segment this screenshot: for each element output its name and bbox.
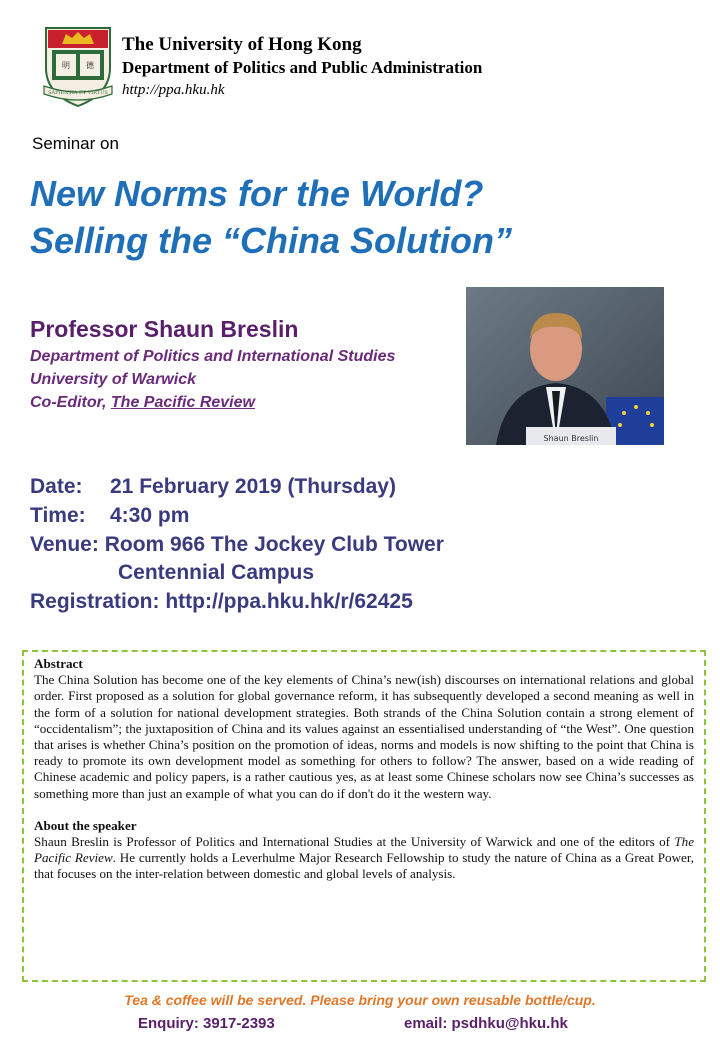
registration-label: Registration: <box>30 590 160 613</box>
venue-value-line1: Room 966 The Jockey Club Tower <box>104 533 444 556</box>
about-speaker-text <box>34 834 694 883</box>
event-registration <box>30 590 413 614</box>
about-text-part2: . He currently holds a Leverhulme Major Research Fellowship to study the nature of China as a Great Power, that focuses on the inter-relation between domestic and global levels of analysis. <box>34 850 694 882</box>
enquiry-email[interactable]: email: psdhku@hku.hk <box>404 1015 568 1032</box>
editor-prefix: Co-Editor, <box>30 394 111 411</box>
svg-text:SAPIENTIA ET VIRTUS: SAPIENTIA ET VIRTUS <box>48 90 108 96</box>
time-label: Time: <box>30 504 86 527</box>
about-journal-name: The Pacific Review <box>34 834 694 866</box>
abstract-content <box>34 656 694 883</box>
department-name: Department of Politics and Public Administration <box>122 58 483 77</box>
title-line-2: Selling the “China Solution” <box>30 220 512 261</box>
department-url[interactable]: http://ppa.hku.hk <box>122 82 225 98</box>
event-date <box>30 475 396 499</box>
university-name: The University of Hong Kong <box>122 34 362 55</box>
speaker-affiliation-editor <box>30 394 255 412</box>
date-value: 21 February 2019 (Thursday) <box>110 475 396 498</box>
speaker-name: Professor Shaun Breslin <box>30 316 299 342</box>
enquiry-phone: Enquiry: 3917-2393 <box>138 1015 275 1032</box>
speaker-affiliation-department: Department of Politics and International Studies <box>30 348 396 365</box>
refreshments-note: Tea & coffee will be served. Please bring your own reusable bottle/cup. <box>124 992 596 1008</box>
event-venue <box>30 533 444 557</box>
seminar-label: Seminar on <box>32 134 119 153</box>
svg-text:德: 德 <box>86 61 94 70</box>
time-value: 4:30 pm <box>110 504 190 527</box>
hku-crest-logo <box>42 24 114 108</box>
speaker-photo <box>466 287 664 445</box>
abstract-box <box>22 650 706 982</box>
venue-label: Venue: <box>30 533 99 556</box>
speaker-affiliation-university: University of Warwick <box>30 371 196 388</box>
about-text-part1: Shaun Breslin is Professor of Politics and International Studies at the University of Warwick and one of the editors of <box>34 834 675 850</box>
event-time <box>30 504 189 528</box>
abstract-text: The China Solution has become one of the key elements of China’s new(ish) discourses on international relations and global order. First proposed as a solution for global governance reform, it has subsequently developed a second meaning as well in the form of a solution for national development strategies. Both strands of the China Solution contain a strong element of “occidentalism”; the juxtaposition of China and its values against an essentialised understanding of “the West”. One question that arises is whether China’s position on the promotion of ideas, norms and models is now shifting to the point that China is ready to promote its own development model as something for others to follow? The answer, based on a wide reading of Chinese academic and policy papers, is a rather cautious yes, as at least some Chinese scholars now see China’s successes as something more than just an example of what you can do if don't do it the western way. <box>34 672 694 801</box>
seminar-title <box>30 170 512 264</box>
title-line-1: New Norms for the World? <box>30 173 484 214</box>
about-speaker-heading: About the speaker <box>34 817 137 833</box>
abstract-heading: Abstract <box>34 656 83 671</box>
svg-text:明: 明 <box>62 61 70 70</box>
registration-link[interactable]: http://ppa.hku.hk/r/62425 <box>165 590 413 613</box>
svg-text:Shaun Breslin: Shaun Breslin <box>543 434 599 443</box>
date-label: Date: <box>30 475 83 498</box>
venue-value-line2: Centennial Campus <box>118 561 315 584</box>
journal-name: The Pacific Review <box>110 394 255 411</box>
